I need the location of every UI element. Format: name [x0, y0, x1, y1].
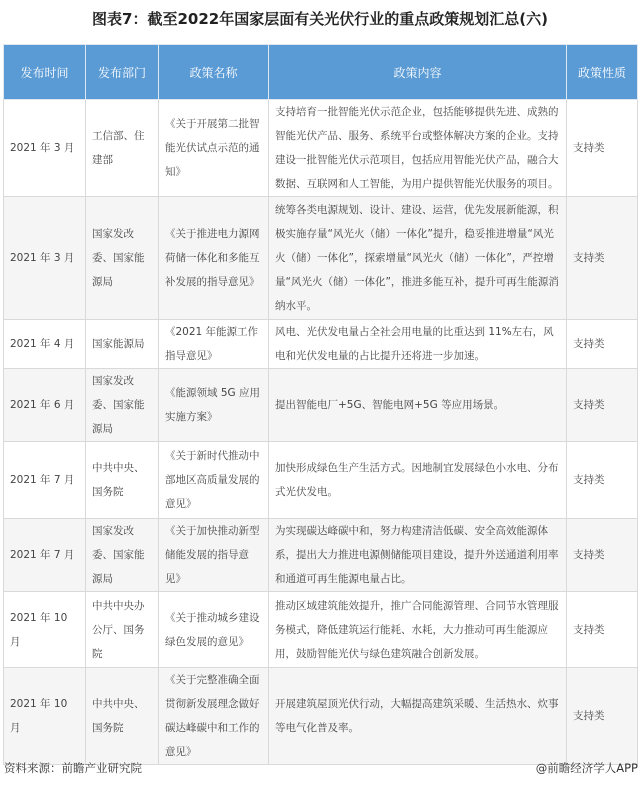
cell-department: 中共中央办公厅、国务院: [86, 592, 159, 668]
cell-policy-name: 《2021 年能源工作指导意见》: [159, 320, 269, 369]
cell-department: 中共中央、国务院: [86, 668, 159, 765]
cell-policy-nature: 支持类: [567, 668, 638, 765]
cell-policy-content: 提出智能电厂+5G、智能电网+5G 等应用场景。: [269, 369, 567, 442]
credit-note: @前瞻经济学人APP: [535, 761, 638, 775]
header-time: 发布时间: [4, 45, 86, 100]
cell-time: 2021 年 7 月: [4, 519, 86, 592]
table-row: [4, 519, 638, 592]
cell-time: 2021 年 7 月: [4, 442, 86, 519]
table-header-row: [4, 45, 638, 100]
cell-department: 国家发改委、国家能源局: [86, 369, 159, 442]
header-policy-name: 政策名称: [159, 45, 269, 100]
cell-policy-nature: 支持类: [567, 197, 638, 320]
cell-policy-content: 为实现碳达峰碳中和，努力构建清洁低碳、安全高效能源体系，提出大力推进电源侧储能项目建设，提升外送通道利用率和通道可再生能源电量占比。: [269, 519, 567, 592]
cell-department: 中共中央、国务院: [86, 442, 159, 519]
policy-table: [3, 44, 638, 765]
header-department: 发布部门: [86, 45, 159, 100]
table-row: [4, 197, 638, 320]
cell-department: 国家能源局: [86, 320, 159, 369]
cell-time: 2021 年 10 月: [4, 668, 86, 765]
header-policy-content: 政策内容: [269, 45, 567, 100]
cell-policy-name: 《关于加快推动新型储能发展的指导意见》: [159, 519, 269, 592]
cell-policy-nature: 支持类: [567, 320, 638, 369]
cell-time: 2021 年 3 月: [4, 197, 86, 320]
table-row: [4, 592, 638, 668]
cell-policy-nature: 支持类: [567, 100, 638, 197]
cell-department: 国家发改委、国家能源局: [86, 197, 159, 320]
cell-policy-name: 《关于开展第二批智能光伏试点示范的通知》: [159, 100, 269, 197]
cell-policy-content: 风电、光伏发电量占全社会用电量的比重达到 11%左右，风电和光伏发电量的占比提升还将进一步加速。: [269, 320, 567, 369]
cell-time: 2021 年 6 月: [4, 369, 86, 442]
cell-policy-nature: 支持类: [567, 369, 638, 442]
table-row: [4, 320, 638, 369]
cell-policy-content: 支持培育一批智能光伏示范企业，包括能够提供先进、成熟的智能光伏产品、服务、系统平台或整体解决方案的企业。支持建设一批智能光伏示范项目，包括应用智能光伏产品，融合大数据、互联网和人工智能，为用户提供智能光伏服务的项目。: [269, 100, 567, 197]
cell-policy-name: 《关于完整准确全面贯彻新发展理念做好碳达峰碳中和工作的意见》: [159, 668, 269, 765]
table-row: [4, 100, 638, 197]
cell-policy-name: 《能源领域 5G 应用实施方案》: [159, 369, 269, 442]
header-policy-nature: 政策性质: [567, 45, 638, 100]
cell-policy-content: 统筹各类电源规划、设计、建设、运营，优先发展新能源，积极实施存量“风光火（储）一体化”提升，稳妥推进增量“风光火（储）一体化”，探索增量“风光火（储）一体化”，严控增量“风光火（储）一体化”，推进多能互补，提升可再生能源消纳水平。: [269, 197, 567, 320]
cell-policy-name: 《关于推进电力源网荷储一体化和多能互补发展的指导意见》: [159, 197, 269, 320]
cell-policy-content: 开展建筑屋顶光伏行动，大幅提高建筑采暖、生活热水、炊事等电气化普及率。: [269, 668, 567, 765]
table-row: [4, 442, 638, 519]
cell-department: 工信部、住建部: [86, 100, 159, 197]
cell-department: 国家发改委、国家能源局: [86, 519, 159, 592]
cell-policy-content: 加快形成绿色生产生活方式。因地制宜发展绿色小水电、分布式光伏发电。: [269, 442, 567, 519]
cell-policy-nature: 支持类: [567, 519, 638, 592]
cell-policy-name: 《关于新时代推动中部地区高质量发展的意见》: [159, 442, 269, 519]
table-row: [4, 369, 638, 442]
cell-time: 2021 年 4 月: [4, 320, 86, 369]
page-title: 图表7：截至2022年国家层面有关光伏行业的重点政策规划汇总(六): [92, 10, 548, 28]
cell-policy-nature: 支持类: [567, 592, 638, 668]
table-row: [4, 668, 638, 765]
cell-policy-nature: 支持类: [567, 442, 638, 519]
cell-time: 2021 年 10 月: [4, 592, 86, 668]
cell-time: 2021 年 3 月: [4, 100, 86, 197]
source-note: 资料来源：前瞻产业研究院: [4, 761, 142, 775]
cell-policy-name: 《关于推动城乡建设绿色发展的意见》: [159, 592, 269, 668]
cell-policy-content: 推动区域建筑能效提升，推广合同能源管理、合同节水管理服务模式，降低建筑运行能耗、水耗，大力推动可再生能源应用，鼓励智能光伏与绿色建筑融合创新发展。: [269, 592, 567, 668]
